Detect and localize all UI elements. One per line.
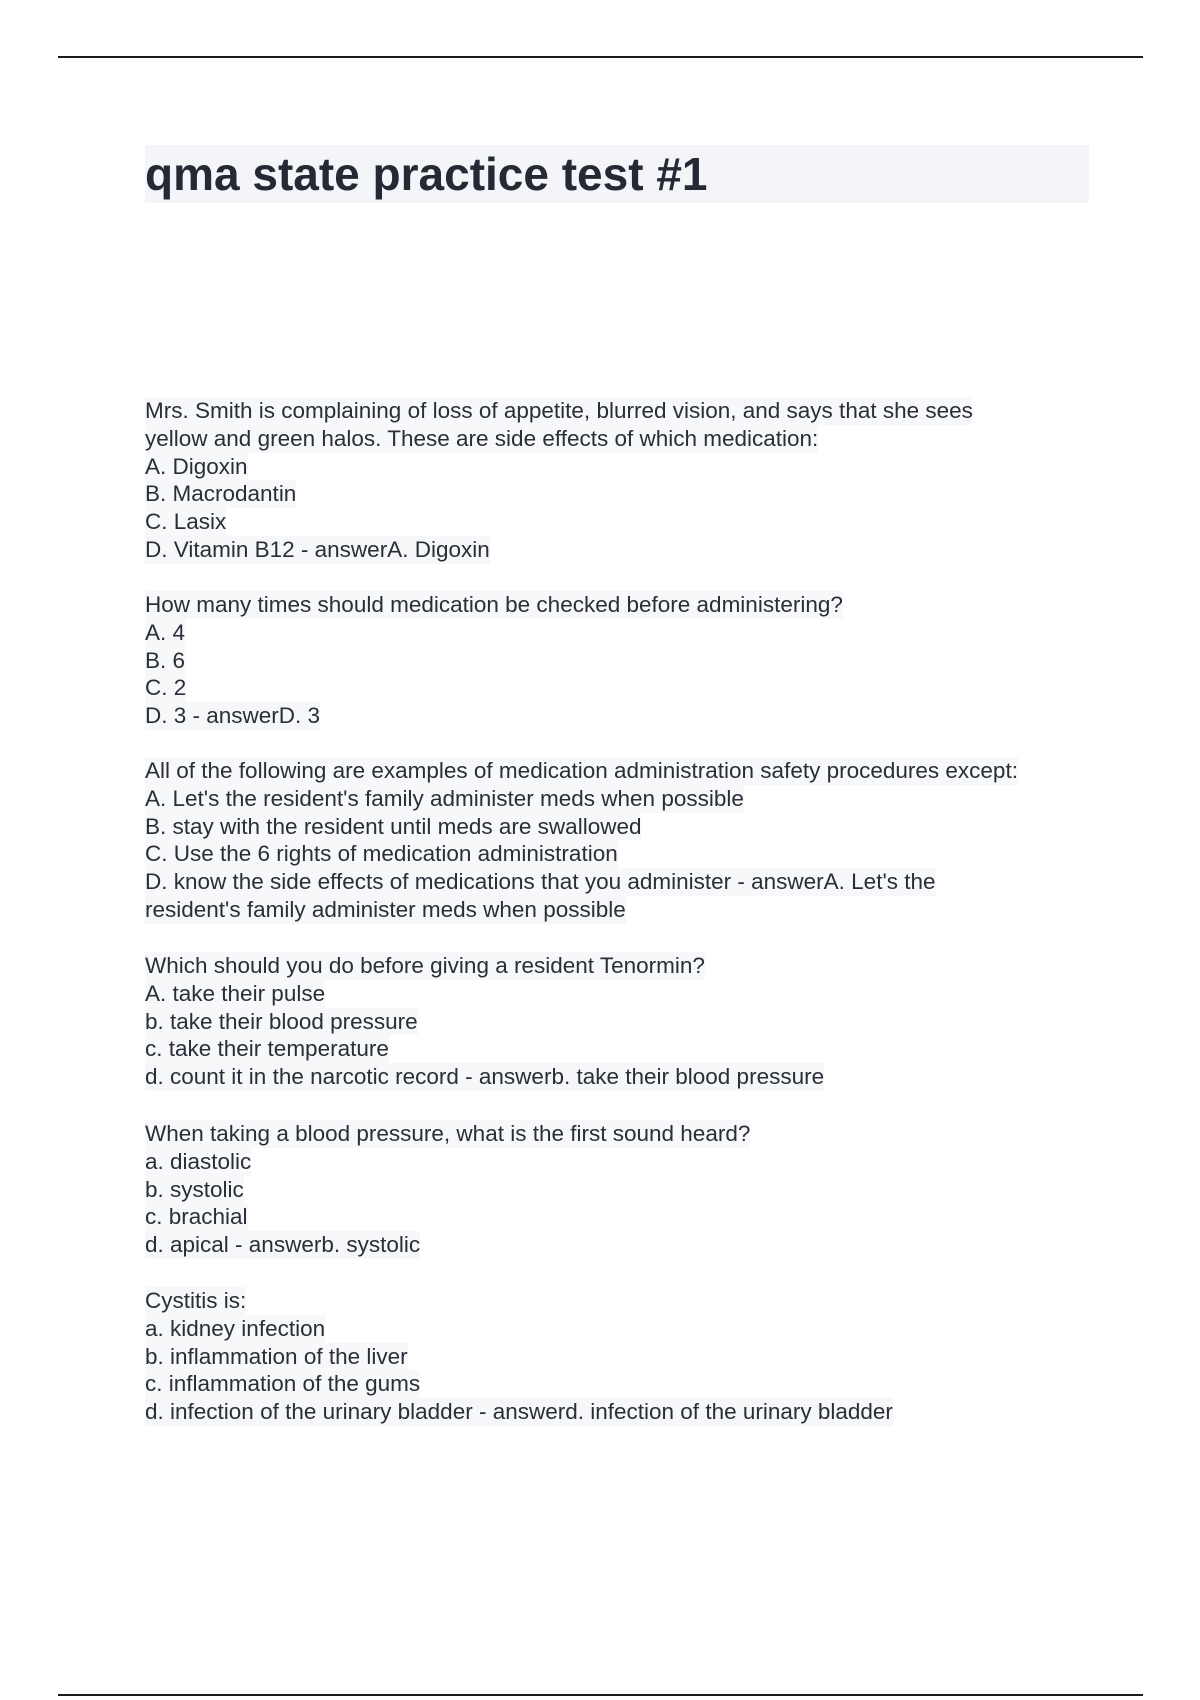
answer-option: c. inflammation of the gums	[145, 1371, 421, 1397]
answer-option: A. Digoxin	[145, 453, 248, 479]
answer-option: a. kidney infection	[145, 1315, 326, 1341]
answer-option: b. systolic	[145, 1176, 244, 1202]
question-block-4	[145, 952, 1085, 1091]
answer-option: B. 6	[145, 647, 186, 673]
answer-option: C. Use the 6 rights of medication administration	[145, 841, 618, 867]
question-text: Cystitis is:	[145, 1288, 247, 1313]
answer-option-with-answer: D. Vitamin B12 - answerA. Digoxin	[145, 536, 490, 562]
answer-option: A. 4	[145, 619, 186, 645]
question-block-2	[145, 591, 1085, 730]
answer-option: c. brachial	[145, 1204, 248, 1230]
answer-option: c. take their temperature	[145, 1036, 389, 1062]
question-block-1	[145, 397, 1085, 564]
answer-option: b. take their blood pressure	[145, 1008, 418, 1034]
question-text: How many times should medication be checked before administering?	[145, 592, 843, 617]
answer-option-with-answer: d. count it in the narcotic record - answerb. take their blood pressure	[145, 1064, 825, 1090]
top-rule	[58, 56, 1143, 58]
question-block-5	[145, 1120, 1085, 1259]
answer-option: C. 2	[145, 675, 187, 701]
answer-option: b. inflammation of the liver	[145, 1343, 408, 1369]
question-text: Mrs. Smith is complaining of loss of appetite, blurred vision, and says that she sees	[145, 398, 973, 423]
question-text: Which should you do before giving a resident Tenormin?	[145, 953, 705, 978]
answer-option-with-answer: d. infection of the urinary bladder - answerd. infection of the urinary bladder	[145, 1399, 893, 1425]
question-text: yellow and green halos. These are side effects of which medication:	[145, 425, 819, 451]
answer-option: B. Macrodantin	[145, 481, 297, 507]
answer-option-with-answer: D. 3 - answerD. 3	[145, 703, 321, 729]
question-block-3	[145, 757, 1085, 924]
page-title: qma state practice test #1	[145, 148, 708, 200]
answer-continuation: resident's family administer meds when possible	[145, 896, 626, 922]
question-text: When taking a blood pressure, what is the first sound heard?	[145, 1121, 751, 1146]
answer-option-with-answer: D. know the side effects of medications that you administer - answerA. Let's the	[145, 869, 936, 895]
answer-option: C. Lasix	[145, 509, 227, 535]
bottom-rule	[58, 1694, 1143, 1696]
question-block-6	[145, 1287, 1085, 1426]
answer-option: A. take their pulse	[145, 980, 326, 1006]
answer-option: a. diastolic	[145, 1148, 252, 1174]
question-text: All of the following are examples of medication administration safety procedures except:	[145, 758, 1018, 783]
answer-option: B. stay with the resident until meds are swallowed	[145, 813, 642, 839]
answer-option: A. Let's the resident's family administer meds when possible	[145, 785, 744, 811]
answer-option-with-answer: d. apical - answerb. systolic	[145, 1232, 421, 1258]
